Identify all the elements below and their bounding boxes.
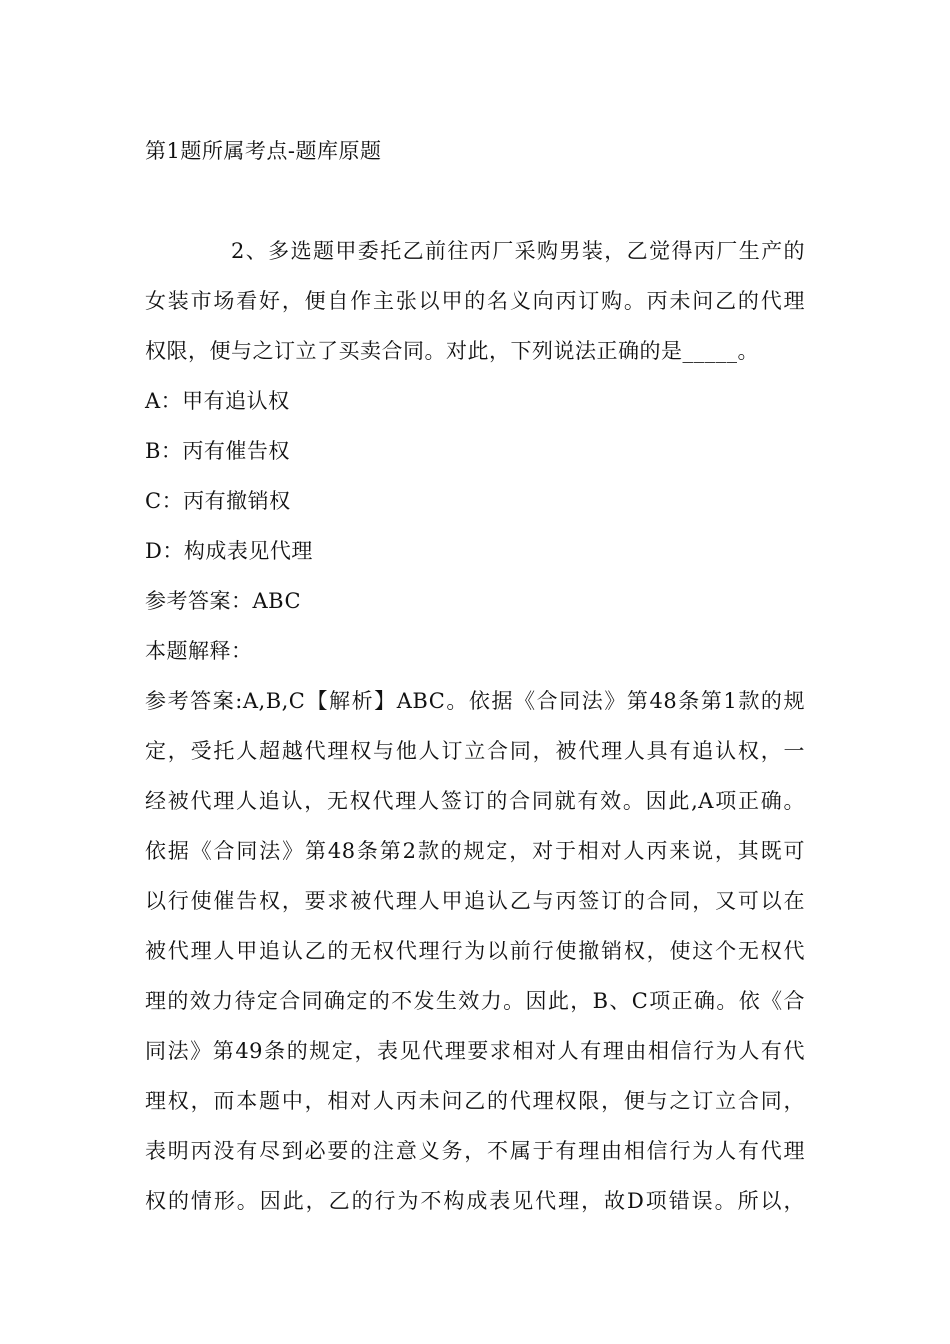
option-a: A：甲有追认权 (145, 389, 290, 413)
explanation-line: 依据《合同法》第48条第2款的规定，对于相对人丙来说，其既可 (145, 839, 805, 863)
question-2-text-line-1: 2、多选题甲委托乙前往丙厂采购男装，乙觉得丙厂生产的 (231, 239, 805, 263)
question-2-text-line-2: 女装市场看好，便自作主张以甲的名义向丙订购。丙未问乙的代理 (145, 289, 805, 313)
explanation-line: 被代理人甲追认乙的无权代理行为以前行使撤销权，使这个无权代 (145, 939, 805, 963)
explanation-line: 以行使催告权，要求被代理人甲追认乙与丙签订的合同，又可以在 (145, 889, 805, 913)
question-1-topic-footer: 第1题所属考点-题库原题 (145, 139, 382, 163)
explanation-line: 权的情形。因此，乙的行为不构成表见代理，故D项错误。所以， (145, 1189, 805, 1213)
question-2-text-line-3: 权限，便与之订立了买卖合同。对此，下列说法正确的是_____。 (145, 339, 759, 363)
explanation-line: 参考答案:A,B,C【解析】ABC。依据《合同法》第48条第1款的规 (145, 689, 805, 713)
explanation-label: 本题解释： (145, 639, 253, 663)
explanation-line: 经被代理人追认，无权代理人签订的合同就有效。因此,A项正确。 (145, 789, 805, 813)
explanation-line: 理的效力待定合同确定的不发生效力。因此，B、C项正确。依《合 (145, 989, 805, 1013)
reference-answer: 参考答案：ABC (145, 589, 302, 613)
explanation-line: 理权，而本题中，相对人丙未问乙的代理权限，便与之订立合同， (145, 1089, 805, 1113)
option-c: C：丙有撤销权 (145, 489, 291, 513)
explanation-line: 定，受托人超越代理权与他人订立合同，被代理人具有追认权，一 (145, 739, 805, 763)
option-d: D：构成表见代理 (145, 539, 313, 563)
option-b: B：丙有催告权 (145, 439, 290, 463)
explanation-line: 同法》第49条的规定，表见代理要求相对人有理由相信行为人有代 (145, 1039, 805, 1063)
explanation-line: 表明丙没有尽到必要的注意义务，不属于有理由相信行为人有代理 (145, 1139, 805, 1163)
